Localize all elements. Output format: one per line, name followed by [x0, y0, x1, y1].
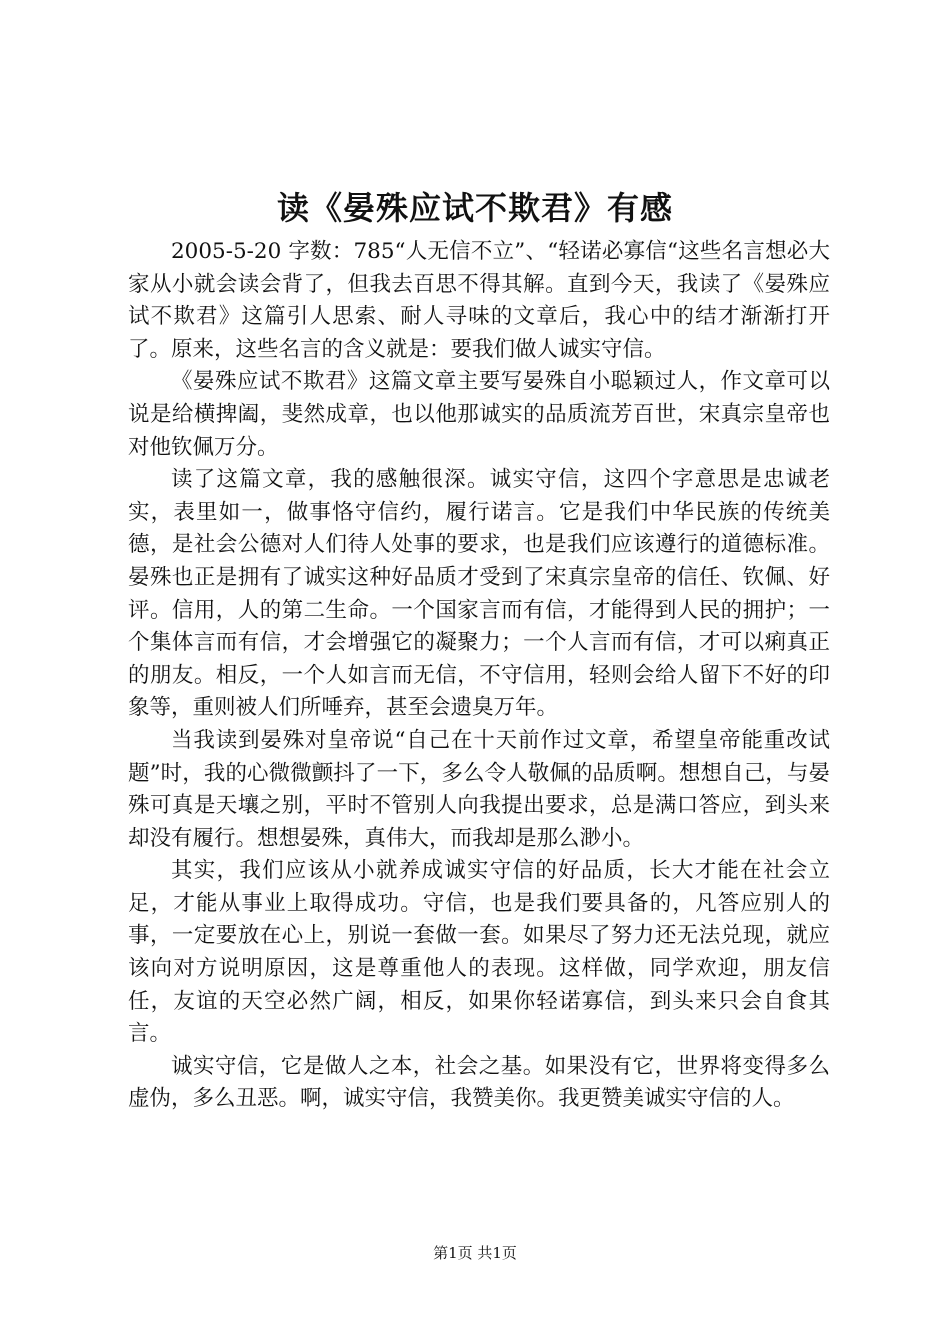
paragraph: 当我读到晏殊对皇帝说“自己在十天前作过文章，希望皇帝能重改试题”时，我的心微微颤抖了一下，多么令人敬佩的品质啊。想想自己，与晏殊可真是天壤之别，平时不管别人向我提出要求，总是满口答应，到头来却没有履行。想想晏殊，真伟大，而我却是那么渺小。 [128, 727, 830, 851]
page-footer: 第1页 共1页 [433, 1244, 517, 1262]
paragraph: 2005-5-20 字数：785“人无信不立”、“轻诺必寡信“这些名言想必大家从小就会读会背了，但我去百思不得其解。直到今天，我读了《晏殊应试不欺君》这篇引人思索、耐人寻味的文章后，我心中的结才渐渐打开了。原来，这些名言的含义就是：要我们做人诚实守信。 [128, 239, 830, 362]
paragraph: 诚实守信，它是做人之本，社会之基。如果没有它，世界将变得多么虚伪，多么丑恶。啊，诚实守信，我赞美你。我更赞美诚实守信的人。 [128, 1053, 830, 1112]
document-body [128, 236, 830, 1116]
document-title: 读《晏殊应试不欺君》有感 [276, 189, 673, 227]
paragraph: 《晏殊应试不欺君》这篇文章主要写晏殊自小聪颖过人，作文章可以说是给横捭阖，斐然成章，也以他那诚实的品质流芳百世，宋真宗皇帝也对他钦佩万分。 [128, 369, 830, 460]
paragraph: 读了这篇文章，我的感触很深。诚实守信，这四个字意思是忠诚老实，表里如一，做事恪守信约，履行诺言。它是我们中华民族的传统美德，是社会公德对人们待人处事的要求，也是我们应该遵行的道德标准。晏殊也正是拥有了诚实这种好品质才受到了宋真宗皇帝的信任、钦佩、好评。信用，人的第二生命。一个国家言而有信，才能得到人民的拥护；一个集体言而有信，才会增强它的凝聚力；一个人言而有信，才可以痢真正的朋友。相反，一个人如言而无信，不守信用，轻则会给人留下不好的印象等，重则被人们所唾弃，甚至会遗臭万年。 [128, 467, 830, 721]
paragraph: 其实，我们应该从小就养成诚实守信的好品质，长大才能在社会立足，才能从事业上取得成功。守信，也是我们要具备的，凡答应别人的事，一定要放在心上，别说一套做一套。如果尽了努力还无法兑现，就应该向对方说明原因，这是尊重他人的表现。这样做，同学欢迎，朋友信任，友谊的天空必然广阔，相反，如果你轻诺寡信，到头来只会自食其言。 [128, 858, 830, 1047]
